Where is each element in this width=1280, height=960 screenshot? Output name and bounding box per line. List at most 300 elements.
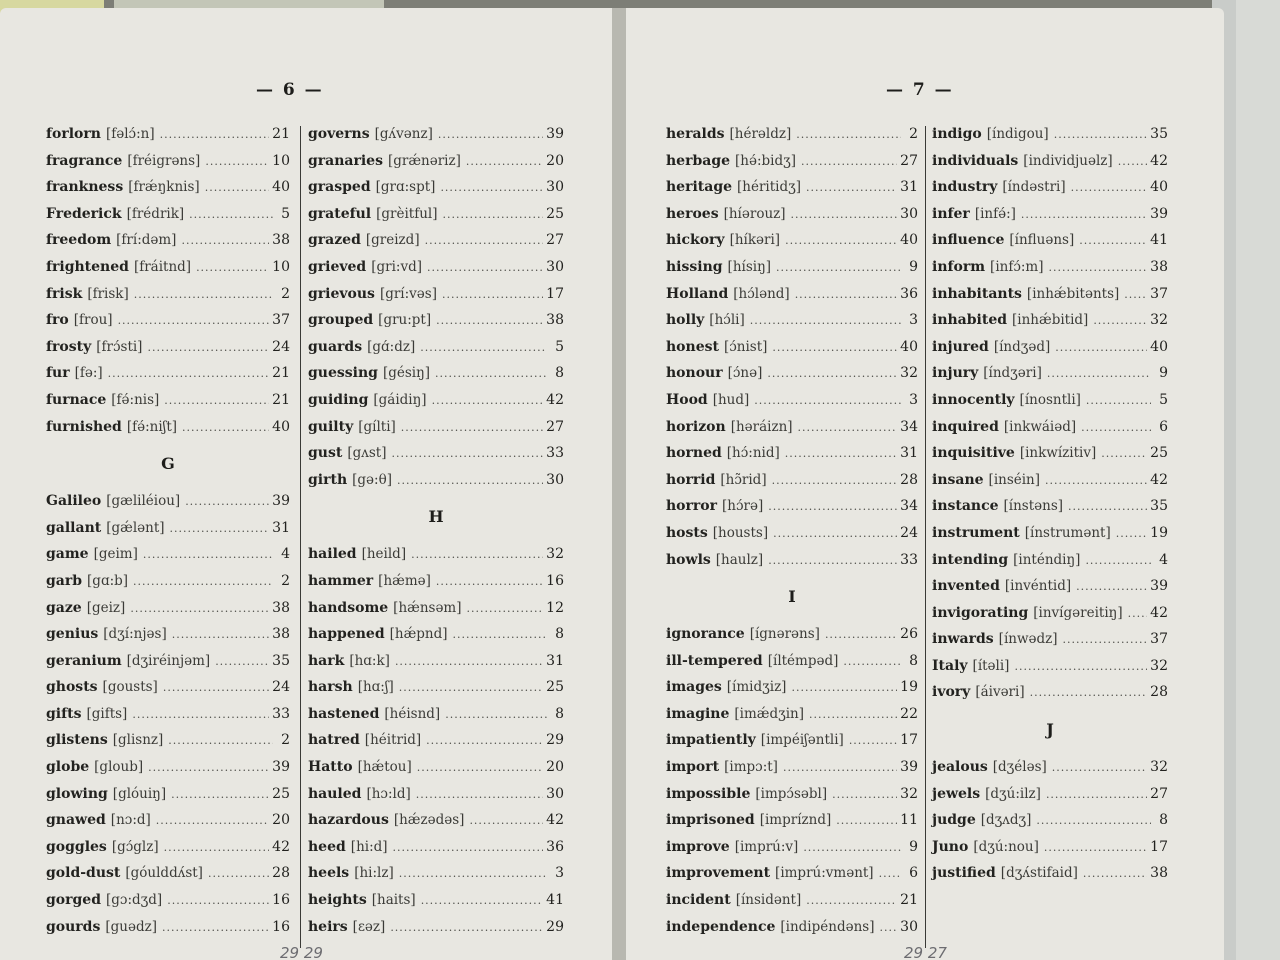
leader-dots	[1021, 202, 1147, 229]
headword: gust	[308, 445, 343, 462]
headword: horned	[666, 445, 722, 462]
page-reference: 30	[546, 471, 564, 488]
index-entry	[46, 488, 290, 515]
right-page	[626, 8, 1224, 960]
index-entry	[308, 201, 564, 228]
headword: fur	[46, 365, 70, 382]
pronunciation: [ɔ́nə]	[727, 365, 763, 382]
leader-dots	[205, 149, 269, 176]
headword: injury	[932, 365, 979, 382]
index-entry	[932, 807, 1168, 834]
headword: heed	[308, 838, 346, 855]
index-entry	[932, 360, 1168, 387]
pronunciation: [invéntid]	[1004, 578, 1072, 595]
pronunciation: [hi:d]	[350, 838, 388, 855]
leader-dots	[163, 675, 269, 702]
headword: geranium	[46, 652, 122, 669]
headword: inhabitants	[932, 285, 1022, 302]
index-entry	[308, 334, 564, 361]
index-entry	[46, 781, 290, 808]
leader-dots	[185, 489, 269, 516]
page-reference: 35	[272, 652, 290, 669]
pronunciation: [imǽdʒin]	[734, 705, 805, 722]
headword: independence	[666, 918, 776, 935]
pronunciation: [frí:dəm]	[116, 232, 177, 249]
pronunciation: [dʒiréinjəm]	[126, 652, 211, 669]
pronunciation: [gɔ́glz]	[111, 838, 159, 855]
headword: impatiently	[666, 732, 756, 749]
page-reference: 10	[272, 152, 290, 169]
leader-dots	[425, 228, 544, 255]
pronunciation: [hɔ̃rid]	[720, 471, 767, 488]
headword: governs	[308, 126, 370, 142]
page-reference: 38	[1150, 865, 1168, 882]
pronunciation: [índigou]	[986, 126, 1049, 142]
page-reference: 39	[272, 759, 290, 776]
headword: guilty	[308, 418, 354, 435]
page-reference: 2	[281, 285, 290, 302]
headword: furnace	[46, 391, 107, 408]
index-entry	[666, 754, 918, 781]
headword: genius	[46, 626, 99, 643]
pronunciation: [glisnz]	[112, 732, 164, 749]
page-reference: 25	[546, 205, 564, 222]
pronunciation: [infə́:]	[974, 205, 1016, 222]
headword: girth	[308, 471, 348, 488]
page-reference: 5	[1159, 391, 1168, 408]
headword: inquired	[932, 418, 999, 435]
headword: inform	[932, 258, 986, 275]
headword: heels	[308, 865, 350, 882]
page-reference: 34	[900, 418, 918, 435]
leader-dots	[160, 122, 270, 149]
index-entry	[308, 360, 564, 387]
leader-dots	[785, 441, 897, 468]
index-entry	[666, 547, 918, 574]
pronunciation: [hǽzədəs]	[393, 812, 465, 829]
headword: innocently	[932, 391, 1015, 408]
pronunciation: [fə́:nis]	[111, 391, 160, 408]
headword: hark	[308, 652, 345, 669]
headword: freedom	[46, 232, 112, 249]
pronunciation: [hɔ́li]	[709, 312, 745, 329]
page-reference: 41	[1150, 232, 1168, 249]
headword: inhabited	[932, 312, 1008, 329]
page-reference: 33	[272, 705, 290, 722]
index-entry	[46, 568, 290, 595]
section-letter: I	[788, 587, 796, 607]
headword: indigo	[932, 126, 982, 142]
leader-dots	[205, 175, 269, 202]
pronunciation: [impríznd]	[759, 812, 832, 829]
pronunciation: [greizd]	[365, 232, 420, 249]
leader-dots	[401, 415, 543, 442]
headword: glistens	[46, 732, 108, 749]
page-reference: 32	[546, 546, 564, 563]
index-entry	[932, 334, 1168, 361]
headword: images	[666, 679, 722, 696]
leader-dots	[466, 149, 543, 176]
pronunciation: [grèitful]	[376, 205, 438, 222]
leader-dots	[432, 388, 544, 415]
pronunciation: [ínwədz]	[998, 631, 1058, 648]
page-reference: 19	[900, 679, 918, 696]
index-entry	[308, 568, 564, 595]
page-reference: 16	[272, 918, 290, 935]
pronunciation: [ítəli]	[972, 657, 1010, 674]
headword: grievous	[308, 285, 375, 302]
leader-dots	[1076, 574, 1147, 601]
pronunciation: [gɑ́:dz]	[367, 338, 416, 355]
leader-dots	[435, 361, 547, 388]
leader-dots	[391, 441, 543, 468]
leader-dots	[147, 335, 269, 362]
page-reference: 10	[272, 258, 290, 275]
headword: Italy	[932, 657, 968, 674]
leader-dots	[168, 728, 273, 755]
index-entry	[308, 440, 564, 467]
headword: jewels	[932, 785, 981, 802]
page-reference: 30	[546, 785, 564, 802]
index-entry	[932, 281, 1168, 308]
headword: frightened	[46, 258, 129, 275]
section-letter: H	[428, 507, 444, 527]
leader-dots	[879, 861, 901, 888]
page-reference: 30	[546, 179, 564, 196]
index-entry	[46, 254, 290, 281]
leader-dots	[806, 888, 897, 915]
page-reference: 39	[546, 126, 564, 142]
pronunciation: [inséin]	[988, 471, 1041, 488]
leader-dots	[215, 649, 269, 676]
headword: heirs	[308, 918, 348, 935]
leader-dots	[1118, 149, 1147, 176]
page-reference: 30	[546, 258, 564, 275]
leader-dots	[1071, 175, 1148, 202]
index-entry	[308, 860, 564, 887]
headword: gaze	[46, 599, 82, 616]
leader-dots	[1085, 548, 1151, 575]
index-entry	[666, 254, 918, 281]
index-entry	[666, 834, 918, 861]
page-reference: 28	[900, 471, 918, 488]
pronunciation: [gri:vd]	[371, 258, 422, 275]
pronunciation: [gousts]	[102, 679, 158, 696]
book-gutter	[612, 8, 626, 960]
leader-dots	[164, 835, 270, 862]
leader-dots	[445, 702, 547, 729]
leader-dots	[442, 282, 543, 309]
column-divider	[925, 126, 926, 948]
headword: honour	[666, 365, 723, 382]
page-reference: 4	[1159, 551, 1168, 568]
index-entry	[46, 621, 290, 648]
headword: heroes	[666, 205, 719, 222]
leader-dots	[1101, 441, 1147, 468]
leader-dots	[1052, 755, 1147, 782]
index-entry	[932, 679, 1168, 706]
page-reference: 29	[546, 732, 564, 749]
leader-dots	[1030, 680, 1148, 707]
pronunciation: [glóuiŋ]	[112, 785, 167, 802]
headword: Galileo	[46, 493, 102, 510]
pronunciation: [áivəri]	[975, 684, 1025, 701]
index-entry	[46, 648, 290, 675]
pronunciation: [gloub]	[94, 759, 144, 776]
index-entry	[46, 307, 290, 334]
pronunciation: [geiz]	[86, 599, 126, 616]
leader-dots	[426, 728, 543, 755]
page-reference: 2	[281, 572, 290, 589]
pronunciation: [ígnərəns]	[749, 626, 820, 643]
leader-dots	[1055, 335, 1147, 362]
page-reference: 42	[546, 812, 564, 829]
leader-dots	[754, 388, 901, 415]
leader-dots	[1081, 415, 1151, 442]
index-entry	[666, 887, 918, 914]
headword: influence	[932, 232, 1005, 249]
leader-dots	[1036, 808, 1151, 835]
index-entry	[46, 674, 290, 701]
headword: incident	[666, 892, 731, 909]
headword: injured	[932, 338, 989, 355]
index-entry	[932, 174, 1168, 201]
page-number: — 6 —	[256, 80, 324, 100]
page-reference: 37	[1150, 631, 1168, 648]
index-entry	[666, 201, 918, 228]
pronunciation: [hɔ:ld]	[366, 785, 411, 802]
leader-dots	[440, 175, 543, 202]
index-column	[666, 121, 918, 940]
page-reference: 40	[272, 179, 290, 196]
headword: frankness	[46, 179, 124, 196]
leader-dots	[390, 915, 543, 942]
headword: Juno	[932, 838, 969, 855]
headword: garb	[46, 572, 83, 589]
pronunciation: [hɔ́rə]	[721, 498, 764, 515]
index-entry	[666, 360, 918, 387]
leader-dots	[399, 675, 543, 702]
index-entry	[932, 626, 1168, 653]
pronunciation: [hə́:bidʒ]	[735, 152, 797, 169]
page-reference: 17	[900, 732, 918, 749]
headword: instrument	[932, 524, 1020, 541]
page-reference: 42	[546, 391, 564, 408]
index-entry	[308, 648, 564, 675]
page-reference: 19	[1150, 524, 1168, 541]
leader-dots	[453, 622, 547, 649]
headword: holly	[666, 312, 705, 329]
page-reference: 8	[909, 652, 918, 669]
headword: hailed	[308, 546, 357, 563]
page-reference: 16	[546, 572, 564, 589]
page-reference: 27	[546, 418, 564, 435]
pronunciation: [infɔ́:m]	[990, 258, 1044, 275]
headword: grateful	[308, 205, 372, 222]
index-entry	[308, 701, 564, 728]
page-reference: 40	[900, 338, 918, 355]
index-entry	[308, 727, 564, 754]
leader-dots	[768, 548, 897, 575]
headword: furnished	[46, 418, 122, 435]
page-reference: 9	[909, 258, 918, 275]
pronunciation: [gɑ:b]	[87, 572, 129, 589]
leader-dots	[768, 494, 897, 521]
pronunciation: [haits]	[371, 892, 416, 909]
pronunciation: [ínstəns]	[1003, 498, 1064, 515]
pronunciation: [hǽtou]	[357, 759, 412, 776]
headword: Hood	[666, 391, 708, 408]
index-entry	[308, 807, 564, 834]
headword: gold-dust	[46, 865, 121, 882]
pronunciation: [nɔ:d]	[110, 812, 151, 829]
headword: Frederick	[46, 205, 122, 222]
pronunciation: [inhǽbitid]	[1012, 312, 1089, 329]
headword: intending	[932, 551, 1009, 568]
pronunciation: [hɔ́:nid]	[726, 445, 780, 462]
index-entry	[932, 227, 1168, 254]
pronunciation: [fə:]	[74, 365, 103, 382]
headword: hauled	[308, 785, 362, 802]
pronunciation: [fréigrəns]	[127, 152, 201, 169]
index-entry	[46, 807, 290, 834]
page-reference: 25	[272, 785, 290, 802]
headword: frosty	[46, 338, 92, 355]
pronunciation: [frɔ́sti]	[96, 338, 143, 355]
page-reference: 40	[272, 418, 290, 435]
pronunciation: [gə:θ]	[352, 471, 392, 488]
page-reference: 40	[1150, 338, 1168, 355]
index-entry	[932, 520, 1168, 547]
pronunciation: [índʒəd]	[993, 338, 1051, 355]
page-reference: 32	[900, 785, 918, 802]
headword: infer	[932, 205, 970, 222]
page-reference: 8	[555, 705, 564, 722]
leader-dots	[182, 415, 269, 442]
leader-dots	[181, 228, 269, 255]
leader-dots	[773, 521, 897, 548]
page-reference: 5	[281, 205, 290, 222]
page-reference: 32	[1150, 759, 1168, 776]
page-reference: 31	[900, 445, 918, 462]
index-entry	[666, 674, 918, 701]
pronunciation: [hǽpnd]	[389, 626, 448, 643]
index-entry	[932, 307, 1168, 334]
leader-dots	[162, 915, 269, 942]
pronunciation: [housts]	[712, 524, 769, 541]
page-reference: 42	[1150, 604, 1168, 621]
index-entry	[46, 595, 290, 622]
index-entry	[46, 174, 290, 201]
headword: inwards	[932, 631, 994, 648]
leader-dots	[130, 596, 269, 623]
page-reference: 24	[272, 338, 290, 355]
pronunciation: [héritidʒ]	[737, 179, 802, 196]
index-entry	[46, 887, 290, 914]
headword: guards	[308, 338, 363, 355]
pronunciation: [inkwáiəd]	[1003, 418, 1077, 435]
index-entry	[46, 387, 290, 414]
index-entry	[308, 834, 564, 861]
page-reference: 25	[546, 679, 564, 696]
leader-dots	[791, 202, 898, 229]
index-entry	[666, 307, 918, 334]
pronunciation: [ímidʒiz]	[726, 679, 787, 696]
index-column	[932, 121, 1168, 887]
leader-dots	[132, 702, 269, 729]
section-letter: J	[1046, 720, 1054, 740]
headword: Holland	[666, 285, 729, 302]
index-entry	[666, 520, 918, 547]
index-entry	[932, 201, 1168, 228]
page-reference: 9	[1159, 365, 1168, 382]
index-entry	[666, 781, 918, 808]
leader-dots	[416, 782, 543, 809]
leader-dots	[189, 202, 273, 229]
leader-dots	[772, 468, 898, 495]
leader-dots	[469, 808, 543, 835]
page-reference: 8	[555, 626, 564, 643]
page-reference: 21	[272, 391, 290, 408]
index-entry	[932, 414, 1168, 441]
index-entry	[932, 467, 1168, 494]
leader-dots	[172, 622, 269, 649]
leader-dots	[156, 808, 269, 835]
pronunciation: [gʌ́vənz]	[374, 126, 433, 142]
headword: grieved	[308, 258, 367, 275]
index-entry	[308, 674, 564, 701]
pronunciation: [gɔ:dʒd]	[106, 892, 163, 909]
leader-dots	[809, 702, 897, 729]
leader-dots	[164, 388, 269, 415]
page-reference: 21	[272, 365, 290, 382]
headword: handsome	[308, 599, 389, 616]
index-entry	[308, 227, 564, 254]
index-entry	[932, 834, 1168, 861]
index-entry	[666, 281, 918, 308]
page-reference: 2	[281, 732, 290, 749]
pronunciation: [dʒí:njəs]	[103, 626, 167, 643]
index-column	[46, 121, 290, 940]
page-reference: 31	[546, 652, 564, 669]
index-entry	[308, 414, 564, 441]
headword: globe	[46, 759, 90, 776]
index-entry	[932, 547, 1168, 574]
index-entry	[46, 201, 290, 228]
leader-dots	[1086, 388, 1151, 415]
leader-dots	[134, 282, 273, 309]
pronunciation: [índʒəri]	[983, 365, 1042, 382]
headword: horror	[666, 498, 717, 515]
index-entry	[666, 174, 918, 201]
pronunciation: [dʒéləs]	[992, 759, 1047, 776]
pronunciation: [gæliléiou]	[106, 493, 181, 510]
pronunciation: [dʒú:ilz]	[985, 785, 1041, 802]
page-reference: 20	[272, 812, 290, 829]
leader-dots	[148, 755, 269, 782]
leader-dots	[849, 728, 897, 755]
page-reference: 41	[546, 892, 564, 909]
index-entry	[932, 600, 1168, 627]
leader-dots	[836, 808, 897, 835]
page-reference: 38	[272, 599, 290, 616]
page-reference: 38	[272, 232, 290, 249]
headword: guiding	[308, 391, 369, 408]
index-entry	[666, 914, 918, 941]
leader-dots	[170, 516, 270, 543]
index-entry	[308, 621, 564, 648]
headword: instance	[932, 498, 999, 515]
